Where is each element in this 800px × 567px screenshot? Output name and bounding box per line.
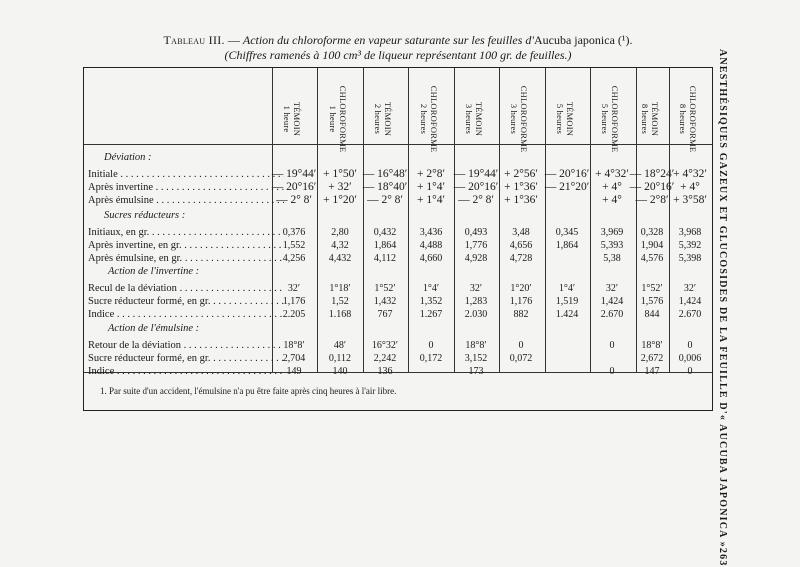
running-header bbox=[712, 49, 728, 567]
table-cell: 1°52′ bbox=[641, 283, 663, 294]
table-cell: 4,488 bbox=[419, 240, 443, 251]
table-cell: 0,072 bbox=[509, 353, 533, 364]
column-header bbox=[509, 73, 529, 165]
table-cell: + 1°4′ bbox=[417, 194, 445, 206]
table-cell: 2.205 bbox=[282, 309, 306, 320]
running-title: ANESTHÉSIQUES GAZEUX ET GLUCOSIDES DE LA FEUILLE D'« AUCUBA JAPONICA » bbox=[717, 49, 728, 548]
footnote: 1. Par suite d'un accident, l'émulsine n'a pu être faite après cinq heures à l'air libre. bbox=[100, 386, 397, 396]
table-cell: 2,80 bbox=[331, 227, 349, 238]
table-cell: 2,672 bbox=[640, 353, 664, 364]
table-cell: 0 bbox=[687, 340, 693, 351]
column-header-line2: 2 heures bbox=[373, 103, 383, 135]
table-cell: 0,172 bbox=[419, 353, 443, 364]
table-cell: 844 bbox=[644, 309, 660, 320]
column-rule bbox=[669, 68, 670, 372]
table-cell: 3,152 bbox=[464, 353, 488, 364]
table-cell: 4,256 bbox=[282, 253, 306, 264]
column-header bbox=[328, 73, 348, 165]
table-cell: 16°32′ bbox=[371, 340, 399, 351]
table-cell: 1,864 bbox=[373, 240, 397, 251]
table-cell: 0,432 bbox=[373, 227, 397, 238]
table-cell: 882 bbox=[513, 309, 529, 320]
table-cell: 0,006 bbox=[678, 353, 702, 364]
column-header-line1: CHLOROFORME bbox=[610, 85, 620, 153]
table-cell: 4,656 bbox=[509, 240, 533, 251]
column-header-line1: TÉMOIN bbox=[292, 101, 302, 137]
table-cell: 0,345 bbox=[555, 227, 579, 238]
column-rule bbox=[454, 68, 455, 372]
table-cell: 4,660 bbox=[419, 253, 443, 264]
table-cell: 1.267 bbox=[419, 309, 443, 320]
column-header-line2: 1 heure bbox=[282, 105, 292, 133]
row-label: Recul de la déviation . . . bbox=[88, 283, 284, 294]
table-cell: 48′ bbox=[333, 340, 347, 351]
table-cell: 2.030 bbox=[464, 309, 488, 320]
table-cell: 1°4′ bbox=[558, 283, 576, 294]
column-header-line1: TÉMOIN bbox=[650, 101, 660, 137]
column-header-line2: 8 heures bbox=[640, 103, 650, 135]
table-cell: 1,352 bbox=[419, 296, 443, 307]
column-rule bbox=[363, 68, 364, 372]
column-header-line1: TÉMOIN bbox=[474, 101, 484, 137]
table-cell: + 2°56′ bbox=[504, 168, 538, 180]
table-cell: 18°8′ bbox=[465, 340, 487, 351]
table-cell: — 2° 8′ bbox=[458, 194, 494, 206]
table-cell: 4,432 bbox=[328, 253, 352, 264]
column-header-line2: 3 heures bbox=[509, 103, 519, 135]
table-cell: 32′ bbox=[683, 283, 697, 294]
table-cell: 2.670 bbox=[600, 309, 624, 320]
table-cell: — 19°44′ bbox=[271, 168, 317, 180]
table-cell: — 20°16′ bbox=[271, 181, 317, 193]
table-cell: — 2° 8′ bbox=[276, 194, 312, 206]
column-header-line2: 5 heures bbox=[600, 103, 610, 135]
column-header-line2: 3 heures bbox=[464, 103, 474, 135]
column-header-line2: 2 heures bbox=[419, 103, 429, 135]
table-cell: 1,576 bbox=[640, 296, 664, 307]
table-cell: 1°18′ bbox=[329, 283, 351, 294]
row-label: Initiaux, en gr. . . . bbox=[88, 227, 284, 238]
table-caption bbox=[78, 33, 718, 48]
column-rule bbox=[408, 68, 409, 372]
table-cell: 1,283 bbox=[464, 296, 488, 307]
table-cell: + 1°20′ bbox=[323, 194, 357, 206]
table-cell: — 20°16′ bbox=[453, 181, 499, 193]
table-cell: 5,38 bbox=[603, 253, 621, 264]
table-cell: 3,969 bbox=[600, 227, 624, 238]
table-cell: 5,392 bbox=[678, 240, 702, 251]
table-cell: + 4° bbox=[602, 194, 622, 206]
column-header-line2: 5 heures bbox=[555, 103, 565, 135]
table-cell: 2,704 bbox=[282, 353, 306, 364]
column-header bbox=[282, 73, 302, 165]
column-header bbox=[464, 73, 484, 165]
column-header bbox=[373, 73, 393, 165]
table-cell: — 20°16′ bbox=[544, 168, 590, 180]
row-label: Après émulsine . . . bbox=[88, 195, 284, 206]
table-cell: 1.168 bbox=[328, 309, 352, 320]
table-cell: 1,52 bbox=[331, 296, 349, 307]
table-cell: — 19°44′ bbox=[453, 168, 499, 180]
table-cell: 1,864 bbox=[555, 240, 579, 251]
column-header-line1: TÉMOIN bbox=[383, 101, 393, 137]
table-cell: 1°20′ bbox=[510, 283, 532, 294]
caption-text: Action du chloroforme en vapeur saturante sur les feuilles d' bbox=[242, 33, 534, 47]
table-cell: — 2° 8′ bbox=[367, 194, 403, 206]
table-cell: + 2°8′ bbox=[417, 168, 445, 180]
table-cell: + 4°32′ bbox=[595, 168, 629, 180]
row-label: Indice . . . bbox=[88, 309, 284, 320]
table-cell: + 4°32′ bbox=[673, 168, 707, 180]
row-label: Après invertine, en gr. . . . bbox=[88, 240, 284, 251]
table-cell: 5,398 bbox=[678, 253, 702, 264]
table-cell: 0 bbox=[687, 366, 693, 377]
table-cell: 149 bbox=[286, 366, 302, 377]
caption-note-mark: (¹). bbox=[614, 33, 633, 47]
table-cell: 1,432 bbox=[373, 296, 397, 307]
table-cell: + 1°36′ bbox=[504, 181, 538, 193]
column-rule bbox=[317, 68, 318, 372]
column-header-line1: CHLOROFORME bbox=[338, 85, 348, 153]
column-rule bbox=[272, 68, 273, 372]
row-label: Sucre réducteur formé, en gr. . . . bbox=[88, 296, 284, 307]
table-cell: 18°8′ bbox=[641, 340, 663, 351]
table-cell: + 1°50′ bbox=[323, 168, 357, 180]
table-cell: — 2°8′ bbox=[635, 194, 669, 206]
table-cell: 1,904 bbox=[640, 240, 664, 251]
row-label: Initiale . . . bbox=[88, 169, 284, 180]
column-header-line1: CHLOROFORME bbox=[519, 85, 529, 153]
column-header-line2: 1 heure bbox=[328, 105, 338, 133]
table-cell: 1.424 bbox=[555, 309, 579, 320]
caption-dash: — bbox=[224, 33, 243, 47]
table-cell: — 16°48′ bbox=[362, 168, 408, 180]
table-cell: 5,393 bbox=[600, 240, 624, 251]
table-cell: 0 bbox=[609, 340, 615, 351]
column-header-line1: CHLOROFORME bbox=[688, 85, 698, 153]
table-cell: 4,32 bbox=[331, 240, 349, 251]
table-cell: + 3°58′ bbox=[673, 194, 707, 206]
table-cell: 2.670 bbox=[678, 309, 702, 320]
table-cell: 1,776 bbox=[464, 240, 488, 251]
table-cell: 4,728 bbox=[509, 253, 533, 264]
table-cell: 1,176 bbox=[282, 296, 306, 307]
table-cell: 147 bbox=[644, 366, 660, 377]
caption-species: Aucuba japonica bbox=[533, 33, 615, 47]
row-label: Après invertine . . . bbox=[88, 182, 284, 193]
table-cell: 32′ bbox=[605, 283, 619, 294]
section-title: Déviation : bbox=[104, 152, 152, 163]
table-cell: 4,576 bbox=[640, 253, 664, 264]
table-cell: 3,968 bbox=[678, 227, 702, 238]
table-cell: 0,328 bbox=[640, 227, 664, 238]
table-cell: 4,928 bbox=[464, 253, 488, 264]
table-cell: — 20°16′ bbox=[629, 181, 675, 193]
table-cell: 2,242 bbox=[373, 353, 397, 364]
page-number: 263 bbox=[717, 547, 728, 567]
column-header-line2: 8 heures bbox=[678, 103, 688, 135]
row-label: Après émulsine, en gr. . . . bbox=[88, 253, 284, 264]
column-header-line1: TÉMOIN bbox=[565, 101, 575, 137]
section-title: Action de l'invertine : bbox=[108, 266, 200, 277]
table-cell: + 4° bbox=[680, 181, 700, 193]
column-rule bbox=[590, 68, 591, 372]
table-cell: 1°52′ bbox=[374, 283, 396, 294]
table-cell: + 4° bbox=[602, 181, 622, 193]
table-subtitle: (Chiffres ramenés à 100 cm³ de liqueur représentant 100 gr. de feuilles.) bbox=[224, 48, 572, 62]
table-cell: 3,48 bbox=[512, 227, 530, 238]
table-cell: 32′ bbox=[287, 283, 301, 294]
column-header bbox=[640, 73, 660, 165]
table-cell: 3,436 bbox=[419, 227, 443, 238]
table-cell: 0,376 bbox=[282, 227, 306, 238]
column-header bbox=[678, 73, 698, 165]
table-cell: — 21°20′ bbox=[544, 181, 590, 193]
column-rule bbox=[636, 68, 637, 372]
table-cell: + 1°4′ bbox=[417, 181, 445, 193]
table-cell: 0 bbox=[518, 340, 524, 351]
table-cell: — 18°24′ bbox=[629, 168, 675, 180]
table-cell: 1°4′ bbox=[422, 283, 440, 294]
column-header-line1: CHLOROFORME bbox=[429, 85, 439, 153]
column-header bbox=[600, 73, 620, 165]
table-cell: 1,552 bbox=[282, 240, 306, 251]
table-cell: 0 bbox=[609, 366, 615, 377]
table-cell: + 32′ bbox=[328, 181, 352, 193]
table-label: Tableau III. bbox=[163, 33, 225, 47]
table-cell: 1,176 bbox=[509, 296, 533, 307]
table-cell: 136 bbox=[377, 366, 393, 377]
column-rule bbox=[499, 68, 500, 372]
table-cell: 32′ bbox=[469, 283, 483, 294]
table-cell: 140 bbox=[332, 366, 348, 377]
table-cell: 0,112 bbox=[328, 353, 352, 364]
column-header bbox=[555, 73, 575, 165]
row-label: Retour de la déviation . . . bbox=[88, 340, 284, 351]
row-label: Indice . . . bbox=[88, 366, 284, 377]
table-cell: 4,112 bbox=[373, 253, 397, 264]
table-cell: 18°8′ bbox=[283, 340, 305, 351]
table-cell: 1,424 bbox=[678, 296, 702, 307]
row-label: Sucre réducteur formé, en gr. . . . bbox=[88, 353, 284, 364]
section-title: Action de l'émulsine : bbox=[108, 323, 200, 334]
table-cell: — 18°40′ bbox=[362, 181, 408, 193]
table-cell: 767 bbox=[377, 309, 393, 320]
table-cell: 0,493 bbox=[464, 227, 488, 238]
table-cell: 173 bbox=[468, 366, 484, 377]
table-cell: 0 bbox=[428, 340, 434, 351]
section-title: Sucres réducteurs : bbox=[104, 210, 186, 221]
table-cell: + 1°36′ bbox=[504, 194, 538, 206]
table-cell: 1,519 bbox=[555, 296, 579, 307]
table-cell: 1,424 bbox=[600, 296, 624, 307]
column-header bbox=[419, 73, 439, 165]
column-rule bbox=[545, 68, 546, 372]
